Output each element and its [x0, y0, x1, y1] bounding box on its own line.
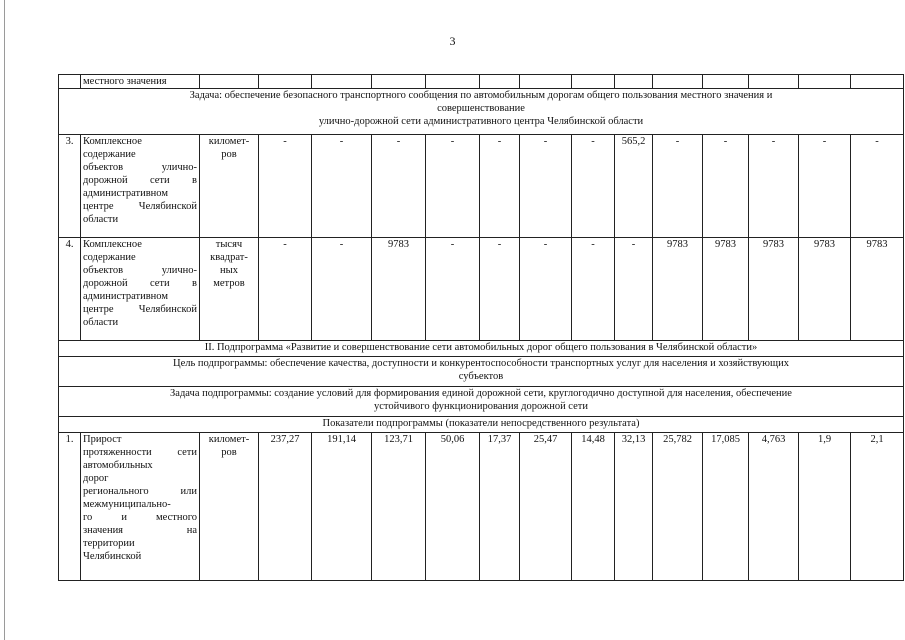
- table-row-3: [59, 135, 904, 238]
- indicator-name-line: протяженности сети: [83, 447, 197, 458]
- value-cell: 14,48: [572, 433, 615, 581]
- indicator-name-line: значения на: [83, 525, 197, 536]
- value-cell: -: [259, 238, 312, 341]
- task-row: [59, 89, 904, 135]
- task-heading: [59, 89, 904, 135]
- value-cell: 25,782: [653, 433, 703, 581]
- value-cell: 9783: [653, 238, 703, 341]
- subprogram-goal: [59, 357, 904, 387]
- goal-row: [59, 357, 904, 387]
- value-cell: 2,1: [851, 433, 904, 581]
- value-cell: 9783: [372, 238, 426, 341]
- value-cell: -: [520, 238, 572, 341]
- value-cell: 123,71: [372, 433, 426, 581]
- indicator-name-line: дорожной сети в: [83, 278, 197, 289]
- indicator-name: [81, 433, 200, 581]
- table-row-continued: [59, 75, 904, 89]
- indicator-name: [81, 135, 200, 238]
- value-cell: 9783: [703, 238, 749, 341]
- goal-line-1: Цель подпрограммы: обеспечение качества, доступности и конкурентоспособности транспортных услуг для населения и хозяйствующих: [173, 358, 789, 369]
- subprogram-title: II. Подпрограмма «Развитие и совершенствование сети автомобильных дорог общего пользования в Челябинской области»: [59, 341, 904, 357]
- indicator-name-line: дорожной сети в: [83, 175, 197, 186]
- value-cell: 9783: [749, 238, 799, 341]
- unit-of-measure: [200, 238, 259, 341]
- value-cell: -: [799, 135, 851, 238]
- unit-line: километ-: [208, 434, 250, 445]
- indicator-name-line: объектов улично-: [83, 265, 197, 276]
- indicator-name-line: Прирост: [83, 434, 122, 445]
- indicator-name-line: Комплексное: [83, 136, 142, 147]
- value-cell: -: [615, 238, 653, 341]
- row-number: 1.: [59, 433, 81, 581]
- indicator-name-line: территории: [83, 538, 135, 549]
- value-cell: -: [480, 238, 520, 341]
- value-cell: 565,2: [615, 135, 653, 238]
- value-cell: 17,37: [480, 433, 520, 581]
- indicator-name-line: административном: [83, 291, 168, 302]
- indicator-name-line: Челябинской: [83, 551, 142, 562]
- cell-num: [59, 75, 81, 89]
- indicators-heading: Показатели подпрограммы (показатели непосредственного результата): [59, 417, 904, 433]
- value-cell: -: [372, 135, 426, 238]
- row-number: 3.: [59, 135, 81, 238]
- value-cell: -: [312, 238, 372, 341]
- goal-line-2: субъектов: [458, 371, 504, 382]
- value-cell: 17,085: [703, 433, 749, 581]
- indicator-name-line: содержание: [83, 252, 136, 263]
- value-cell: 50,06: [426, 433, 480, 581]
- indicator-name-line: административном: [83, 188, 168, 199]
- subprogram-row: [59, 341, 904, 357]
- unit-line: километ-: [208, 136, 250, 147]
- task-line-1: Задача: обеспечение безопасного транспортного сообщения по автомобильным дорогам общего пользования местного значения и: [189, 90, 773, 101]
- indicator-name-line: объектов улично-: [83, 162, 197, 173]
- value-cell: 25,47: [520, 433, 572, 581]
- value-cell: -: [426, 238, 480, 341]
- value-cell: 32,13: [615, 433, 653, 581]
- value-cell: 237,27: [259, 433, 312, 581]
- value-cell: -: [520, 135, 572, 238]
- value-cell: -: [653, 135, 703, 238]
- value-cell: -: [572, 238, 615, 341]
- indicator-name-line: го и местного: [83, 512, 197, 523]
- indicator-name: [81, 238, 200, 341]
- indicators-table: [58, 74, 904, 581]
- value-cell: -: [259, 135, 312, 238]
- row-number: 4.: [59, 238, 81, 341]
- value-cell: 191,14: [312, 433, 372, 581]
- indicators-heading-row: [59, 417, 904, 433]
- cell-name: местного значения: [81, 75, 200, 89]
- task-line-2: совершенствование: [437, 103, 525, 114]
- page-edge: [4, 0, 5, 640]
- unit-line: ров: [221, 447, 237, 458]
- task-line-3: улично-дорожной сети административного центра Челябинской области: [318, 116, 644, 127]
- indicator-name-line: содержание: [83, 149, 136, 160]
- value-cell: -: [426, 135, 480, 238]
- unit-line: метров: [213, 278, 245, 289]
- page-number: 3: [449, 34, 456, 48]
- indicator-name-line: регионального или: [83, 486, 197, 497]
- indicator-name-line: Комплексное: [83, 239, 142, 250]
- value-cell: -: [703, 135, 749, 238]
- indicator-name-line: области: [83, 317, 119, 328]
- task2-line-2: устойчивого функционирования дорожной сети: [374, 401, 588, 412]
- table-row-4: [59, 238, 904, 341]
- unit-line: квадрат-: [210, 252, 248, 263]
- indicator-name-line: автомобильных: [83, 460, 153, 471]
- subprogram-task: [59, 387, 904, 417]
- unit-of-measure: [200, 433, 259, 581]
- task-row-2: [59, 387, 904, 417]
- task2-line-1: Задача подпрограммы: создание условий для формирования единой дорожной сети, круглогодично доступной для населения, обеспечение: [170, 388, 792, 399]
- indicator-name-line: области: [83, 214, 119, 225]
- value-cell: 9783: [851, 238, 904, 341]
- indicator-name-line: центре Челябинской: [83, 304, 197, 315]
- value-cell: -: [749, 135, 799, 238]
- value-cell: 4,763: [749, 433, 799, 581]
- value-cell: -: [851, 135, 904, 238]
- unit-line: ных: [220, 265, 238, 276]
- value-cell: -: [572, 135, 615, 238]
- indicator-name-line: дорог: [83, 473, 109, 484]
- indicator-name-line: центре Челябинской: [83, 201, 197, 212]
- table-row-1: [59, 433, 904, 581]
- value-cell: -: [312, 135, 372, 238]
- unit-line: ров: [221, 149, 237, 160]
- unit-of-measure: [200, 135, 259, 238]
- value-cell: 1,9: [799, 433, 851, 581]
- value-cell: 9783: [799, 238, 851, 341]
- value-cell: -: [480, 135, 520, 238]
- indicator-name-line: межмуниципально-: [83, 499, 171, 510]
- unit-line: тысяч: [215, 239, 243, 250]
